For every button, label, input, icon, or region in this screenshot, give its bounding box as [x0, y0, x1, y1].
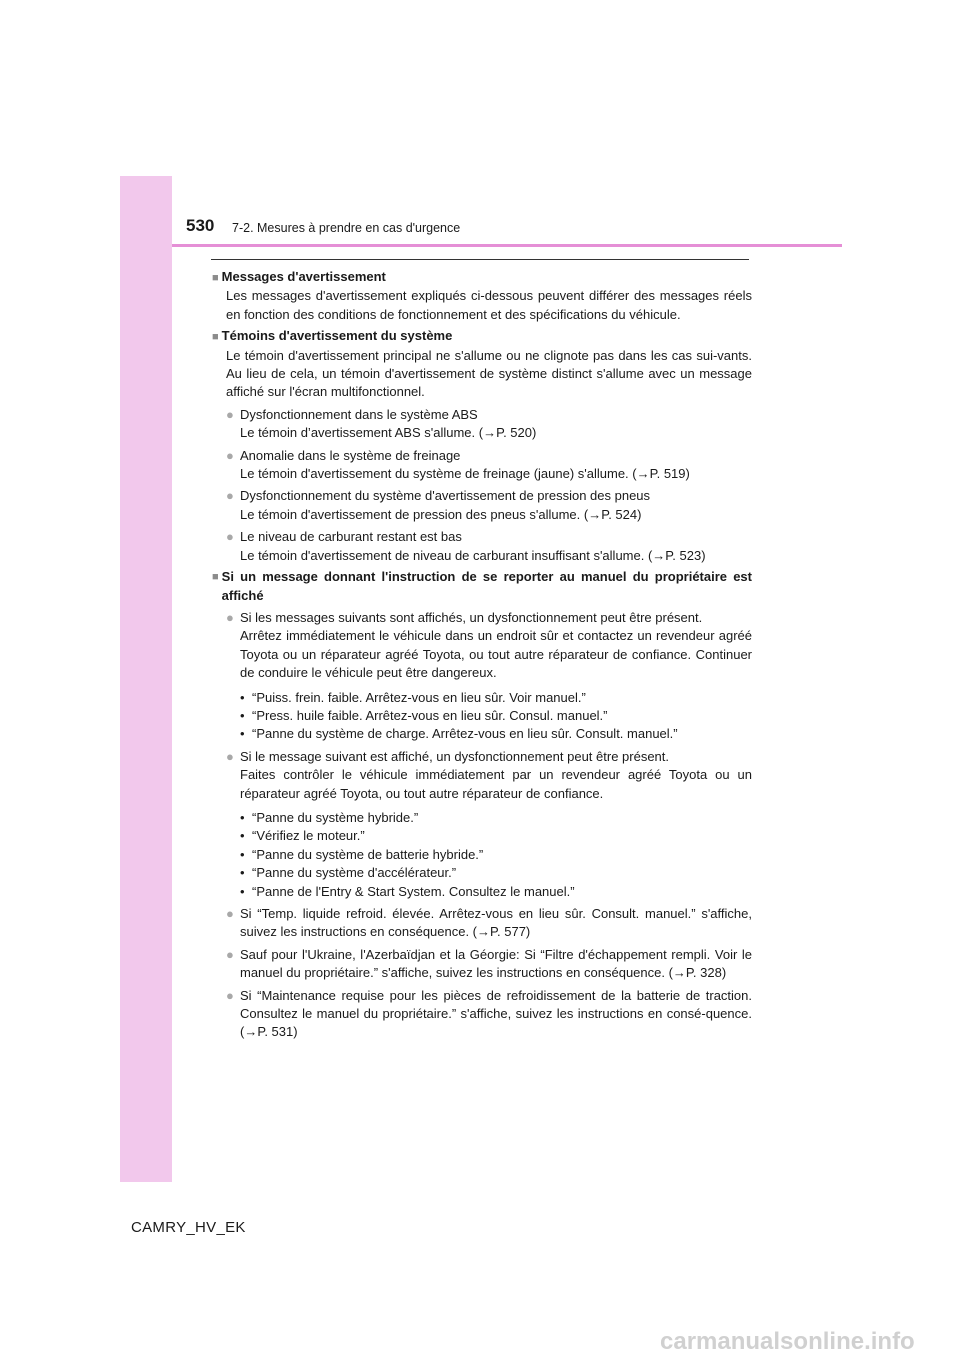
- message-entry: • “Panne du système hybride.”: [240, 809, 419, 825]
- section-warning-messages: [212, 268, 752, 324]
- section-heading: ■ Témoins d'avertissement du système: [212, 328, 453, 344]
- section-title: 7-2. Mesures à prendre en cas d'urgence: [232, 221, 461, 235]
- circle-bullet-icon: ●: [226, 987, 234, 1003]
- list-item: ● Sauf pour l'Ukraine, l'Azerbaïdjan et la Géorgie: Si “Filtre d'échappement rempli. Voir le manuel du propriétaire.” s'affiche, suivez les instructions en conséquence. (→P. 328): [212, 946, 752, 983]
- list-item: ● Dysfonctionnement dans le système ABS Le témoin d’avertissement ABS s'allume. (→P. 520): [212, 406, 752, 443]
- message-entry: • “Press. huile faible. Arrêtez-vous en lieu sûr. Consul. manuel.”: [240, 707, 608, 723]
- circle-bullet-icon: ●: [226, 906, 234, 921]
- square-bullet-icon: ■: [212, 272, 219, 284]
- list-item: ● Si le message suivant est affiché, un dysfonctionnement peut être présent. Faites contrôler le véhicule immédiatement par un revendeur agréé Toyota ou un réparateur agréé Toyota, ou tout autre réparateur de confiance. • “Panne du système hybride.” • “Vérifiez le moteur.” • “Panne du système de batterie hybride.” • “Panne du système d'accélérateur.” • “Panne de l'Entry & Start System. Consultez le manuel.”: [212, 748, 752, 901]
- document-code: CAMRY_HV_EK: [131, 1219, 246, 1236]
- header-divider: [172, 244, 842, 247]
- message-entry: • “Panne de l'Entry & Start System. Consultez le manuel.”: [240, 883, 575, 899]
- list-item: ● Anomalie dans le système de freinage Le témoin d'avertissement du système de freinage (jaune) s'allume. (→P. 519): [212, 447, 752, 484]
- square-bullet-icon: ■: [212, 571, 219, 584]
- message-entry: • “Panne du système de batterie hybride.”: [240, 846, 484, 862]
- section-owner-manual-message: [212, 568, 752, 1042]
- circle-bullet-icon: ●: [226, 406, 234, 422]
- message-entry: • “Panne du système de charge. Arrêtez-vous en lieu sûr. Consult. manuel.”: [240, 726, 678, 742]
- circle-bullet-icon: ●: [226, 609, 234, 625]
- section-heading: ■ Si un message donnant l'instruction de se reporter au manuel du propriétaire est affiché: [212, 568, 752, 605]
- list-item: ● Le niveau de carburant restant est bas Le témoin d'avertissement de niveau de carburant insuffisant s'allume. (→P. 523): [212, 528, 752, 565]
- content-top-rule: [211, 259, 749, 260]
- section-text: Le témoin d'avertissement principal ne s'allume ou ne clignote pas dans les cas sui-vants. Au lieu de cela, un témoin d'avertissement de système distinct s'allume avec un message affiché sur l'écran multifonctionnel.: [226, 347, 752, 400]
- list-item: ● Si “Temp. liquide refroid. élevée. Arrêtez-vous en lieu sûr. Consult. manuel.” s'affiche, suivez les instructions en conséquence. (→P. 577): [212, 905, 752, 942]
- watermark: carmanualsonline.info: [660, 1328, 915, 1355]
- message-entry: • “Panne du système d'accélérateur.”: [240, 865, 457, 881]
- square-bullet-icon: ■: [212, 331, 219, 344]
- section-heading: ■ Messages d'avertissement: [212, 269, 386, 284]
- circle-bullet-icon: ●: [226, 488, 234, 504]
- side-tab-strip: [120, 176, 172, 1182]
- page-number: 530: [186, 216, 215, 235]
- list-item: ● Si “Maintenance requise pour les pièces de refroidissement de la batterie de traction. Consultez le manuel du propriétaire.” s'affiche, suivez les instructions en consé-quence. (→P. 531): [212, 987, 752, 1042]
- list-item: ● Si les messages suivants sont affichés, un dysfonctionnement peut être présent. Arrêtez immédiatement le véhicule dans un endroit sûr et contactez un revendeur agréé Toyota ou un réparateur agréé Toyota, ou tout autre réparateur de confiance. Continuer de conduire le véhicule peut être dangereux. • “Puiss. frein. faible. Arrêtez-vous en lieu sûr. Voir manuel.” • “Press. huile faible. Arrêtez-vous en lieu sûr. Consul. manuel.” • “Panne du système de charge. Arrêtez-vous en lieu sûr. Consult. manuel.”: [212, 609, 752, 744]
- circle-bullet-icon: ●: [226, 447, 234, 463]
- message-entry: • “Vérifiez le moteur.”: [240, 828, 365, 844]
- manual-content: [212, 268, 752, 1045]
- message-list: [240, 689, 752, 744]
- message-entry: • “Puiss. frein. faible. Arrêtez-vous en lieu sûr. Voir manuel.”: [240, 689, 586, 705]
- section-text: Les messages d'avertissement expliqués ci-dessous peuvent différer des messages réels en fonction des conditions de fonctionnement et des spécifications du véhicule.: [226, 288, 752, 322]
- circle-bullet-icon: ●: [226, 946, 234, 962]
- list-item: ● Dysfonctionnement du système d'avertissement de pression des pneus Le témoin d'avertissement de pression des pneus s'allume. (→P. 524): [212, 487, 752, 524]
- section-system-warning-lights: [212, 327, 752, 565]
- circle-bullet-icon: ●: [226, 529, 234, 545]
- circle-bullet-icon: ●: [226, 748, 234, 764]
- message-list: [240, 809, 752, 901]
